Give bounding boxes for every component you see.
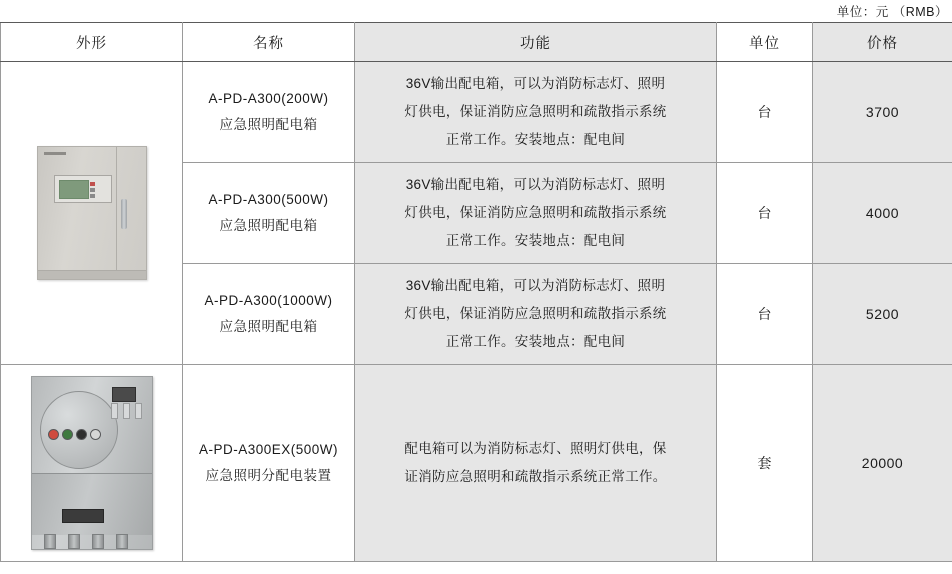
table-header	[1, 23, 952, 62]
function-line: 灯供电，保证消防应急照明和疏散指示系统	[404, 306, 667, 321]
product-name-line: 应急照明配电箱	[219, 218, 318, 233]
product-price-cell: 5200	[813, 264, 952, 365]
product-function-cell	[355, 264, 717, 365]
function-line: 证消防应急照明和疏散指示系统正常工作。	[404, 469, 667, 484]
table-body	[1, 62, 952, 562]
product-function-cell	[355, 365, 717, 562]
product-name-line: 应急照明分配电装置	[205, 468, 332, 483]
product-unit-cell: 台	[717, 163, 813, 264]
explosion-proof-box-photo	[31, 376, 153, 550]
function-line: 正常工作。安装地点：配电间	[445, 132, 626, 147]
product-name-line: A-PD-A300EX(500W)	[198, 442, 339, 457]
product-price-table	[0, 22, 952, 562]
unit-note: 单位：元 （RMB）	[836, 5, 948, 19]
product-name-line: A-PD-A300(500W)	[208, 192, 329, 207]
product-unit-cell: 台	[717, 62, 813, 163]
product-price-cell: 20000	[813, 365, 952, 562]
column-header-name: 名称	[183, 23, 355, 62]
product-name-cell	[183, 264, 355, 365]
table-row	[1, 62, 952, 163]
column-header-shape: 外形	[1, 23, 183, 62]
product-unit-cell: 台	[717, 264, 813, 365]
column-header-price: 价格	[813, 23, 952, 62]
table-row	[1, 365, 952, 562]
product-name-line: A-PD-A300(200W)	[208, 91, 329, 106]
function-line: 36V输出配电箱，可以为消防标志灯、照明	[405, 278, 666, 293]
product-price-cell: 3700	[813, 62, 952, 163]
column-header-function: 功能	[355, 23, 717, 62]
column-header-unit: 单位	[717, 23, 813, 62]
product-name-line: 应急照明配电箱	[219, 117, 318, 132]
product-name-cell	[183, 62, 355, 163]
product-name-cell	[183, 163, 355, 264]
product-price-cell: 4000	[813, 163, 952, 264]
function-line: 灯供电，保证消防应急照明和疏散指示系统	[404, 104, 667, 119]
product-name-line: 应急照明配电箱	[219, 319, 318, 334]
product-unit-cell: 套	[717, 365, 813, 562]
function-line: 36V输出配电箱，可以为消防标志灯、照明	[405, 76, 666, 91]
function-line: 正常工作。安装地点：配电间	[445, 334, 626, 349]
product-name-cell	[183, 365, 355, 562]
cabinet-photo	[37, 146, 147, 280]
product-image-cell-exbox	[1, 365, 183, 562]
product-function-cell	[355, 62, 717, 163]
table-header-row	[1, 23, 952, 62]
function-line: 36V输出配电箱，可以为消防标志灯、照明	[405, 177, 666, 192]
function-line: 灯供电，保证消防应急照明和疏散指示系统	[404, 205, 667, 220]
product-function-cell	[355, 163, 717, 264]
product-image-cell-cabinet	[1, 62, 183, 365]
product-name-line: A-PD-A300(1000W)	[204, 293, 333, 308]
function-line: 正常工作。安装地点：配电间	[445, 233, 626, 248]
function-line: 配电箱可以为消防标志灯、照明灯供电，保	[404, 441, 667, 456]
